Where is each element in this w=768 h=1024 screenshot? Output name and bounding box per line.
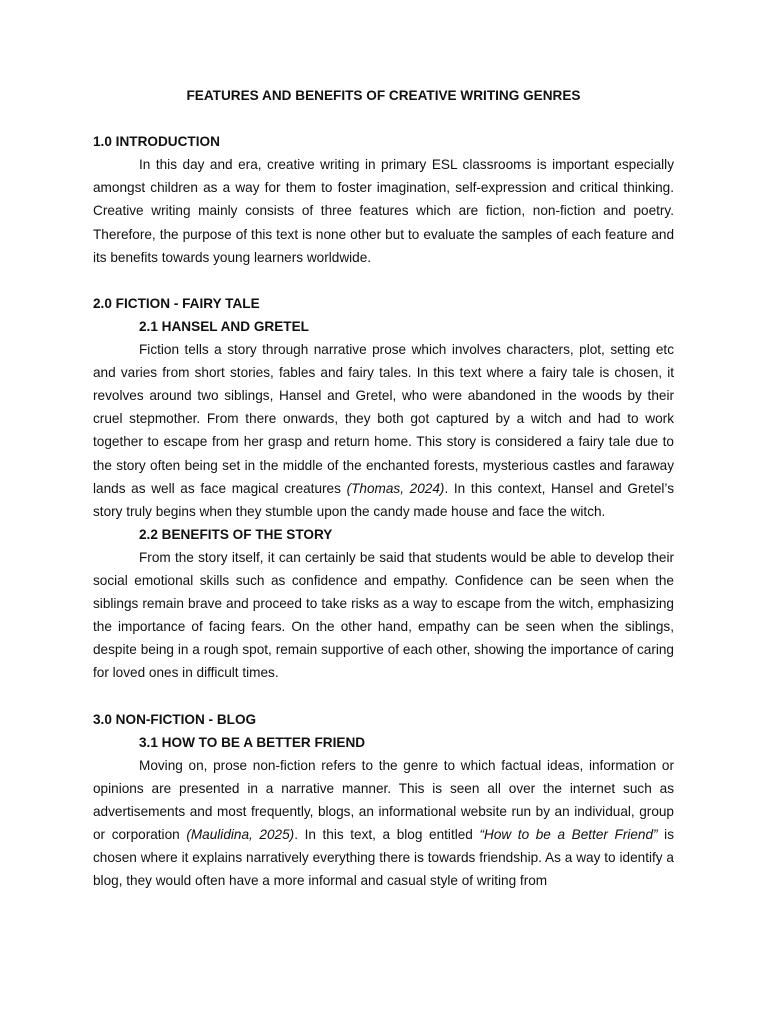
spacer xyxy=(93,107,674,130)
paragraph-text: . In this context, Hansel and Gretel’s story truly begins when they stumble upon the candy made house and face the witch. xyxy=(93,480,674,519)
subsection-heading-benefits: 2.2 BENEFITS OF THE STORY xyxy=(139,526,333,542)
citation: (Maulidina, 2025) xyxy=(186,827,295,842)
paragraph-text: . In this text, a blog entitled xyxy=(294,827,480,842)
paragraph-text: Fiction tells a story through narrative prose which involves characters, plot, setting etc and varies from short stories, fables and fairy tales. In this text where a fairy tale is chosen, it revolves around two siblings, Hansel and Gretel, who were abandoned in the woods by their cruel stepmother. From there onwards, they both got captured by a witch and had to work together to escape from her grasp and return home. This story is considered a fairy tale due to the story often being set in the middle of the enchanted forests, mysterious castles and faraway lands as well as face magical creatures xyxy=(93,342,674,496)
document-title: FEATURES AND BENEFITS OF CREATIVE WRITING GENRES xyxy=(186,88,581,103)
subsection-heading-hansel-gretel: 2.1 HANSEL AND GRETEL xyxy=(139,318,309,334)
section-heading-fiction: 2.0 FICTION - FAIRY TALE xyxy=(93,295,260,311)
subsection-heading-better-friend: 3.1 HOW TO BE A BETTER FRIEND xyxy=(139,734,366,750)
section-heading-nonfiction: 3.0 NON-FICTION - BLOG xyxy=(93,711,257,727)
paragraph-fiction xyxy=(93,338,674,523)
spacer xyxy=(93,269,674,292)
paragraph-benefits: From the story itself, it can certainly be said that students would be able to develop their social emotional skills such as confidence and empathy. Confidence can be seen when the siblings remain brave and proceed to take risks as a way to escape from the witch, emphasizing the importance of facing fears. On the other hand, empathy can be seen when the siblings, despite being in a rough spot, remain supportive of each other, showing the importance of caring for loved ones in difficult times. xyxy=(93,549,674,681)
spacer xyxy=(93,684,674,707)
paragraph-introduction: In this day and era, creative writing in primary ESL classrooms is important especially amongst children as a way for them to foster imagination, self-expression and critical thinking. Creative writing mainly consists of three features which are fiction, non-fiction and poetry. Therefore, the purpose of this text is none other but to evaluate the samples of each feature and its benefits towards young learners worldwide. xyxy=(93,157,674,265)
section-heading-introduction: 1.0 INTRODUCTION xyxy=(93,134,220,150)
blog-title: “How to be a Better Friend” xyxy=(479,827,658,842)
paragraph-nonfiction xyxy=(93,754,674,893)
paragraph-text: Moving on, prose non-fiction refers to the genre to which factual ideas, information or opinions are presented in a narrative manner. This is seen all over the internet such as advertisements and most frequently, blogs, an informational website run by an individual, group or corporation xyxy=(93,757,674,842)
document-page xyxy=(93,84,674,892)
paragraph-text: is chosen where it explains narratively everything there is towards friendship. As a way to identify a blog, they would often have a more informal and casual style of writing from xyxy=(93,827,674,889)
citation: (Thomas, 2024) xyxy=(346,480,445,496)
